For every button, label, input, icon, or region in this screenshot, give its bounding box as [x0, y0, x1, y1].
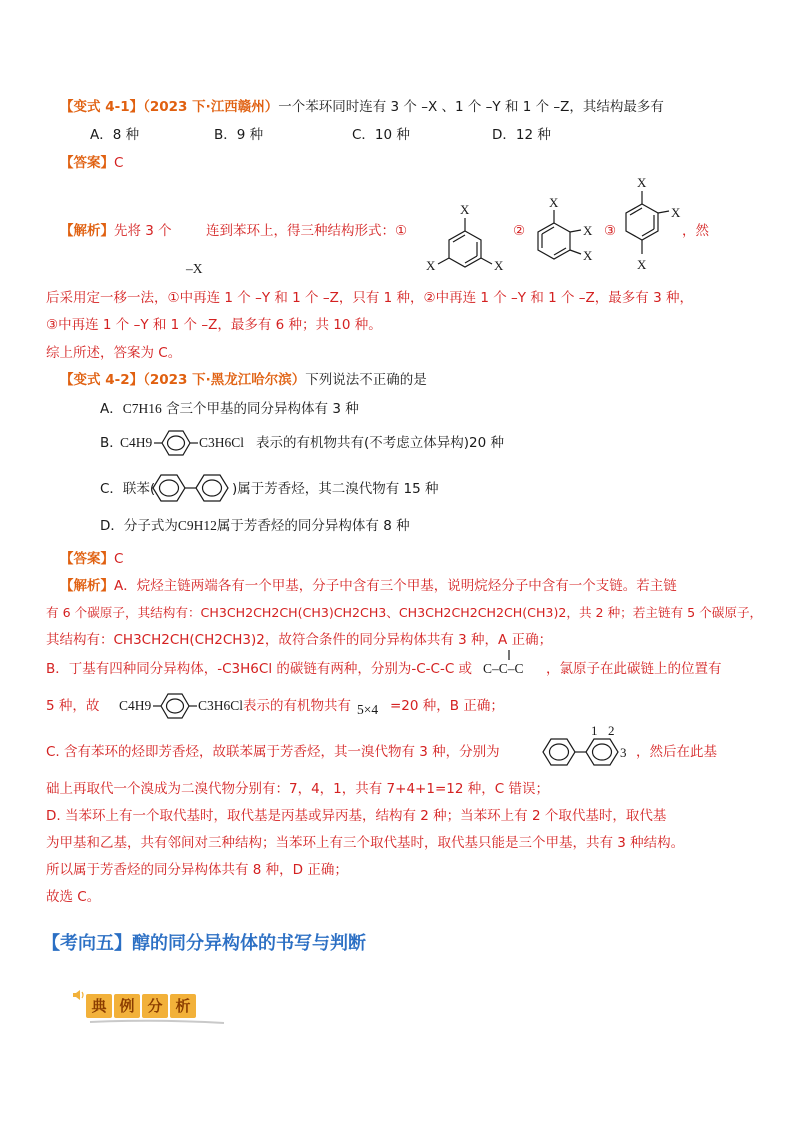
q1-structure-1: [420, 198, 510, 278]
q2-analysis-tag: 【解析】: [60, 578, 114, 594]
q1-tag: 【变式 4-1】: [60, 99, 144, 115]
q2-stem-line: [60, 371, 427, 389]
q2-option-b-prefix: B．: [100, 435, 123, 451]
q1-s2-label-top: X: [549, 195, 559, 210]
biphenyl-icon: [150, 470, 234, 506]
q2-option-d: [100, 517, 410, 535]
q1-answer-line: [60, 154, 123, 172]
q2-analysis-b2-pre: 5 种，故: [46, 698, 100, 714]
q1-circled-3: ③: [604, 223, 617, 239]
q2-answer-line: [60, 550, 123, 568]
q1-answer: C: [114, 155, 124, 171]
q2-option-a-prefix: A．: [100, 401, 123, 417]
biphenyl-numbered-icon: [540, 724, 640, 772]
stamp-char-1: 典: [86, 994, 112, 1018]
q1-s3-label-top: X: [637, 175, 647, 190]
q2-analysis-a1-text: A．烷烃主链两端各有一个甲基，分子中含有三个甲基，说明烷烃分子中含有一个支链。若主链: [114, 578, 677, 594]
q2-analysis-b2-tail: =20 种，B 正确；: [390, 698, 504, 714]
q1-option-a: A．8 种: [90, 127, 140, 143]
q1-stem-line: [60, 98, 664, 116]
q2-analysis-b2-right: C3H6Cl: [198, 698, 244, 713]
q2-analysis-c2: 础上再取代一个溴成为二溴代物分别有：7，4，1，共有 7+4+1=12 种，C 错误；: [46, 781, 549, 797]
q2-answer-tag: 【答案】: [60, 551, 114, 567]
q1-analysis-line2: 后采用定一移一法，①中再连 1 个 –Y 和 1 个 –Z，只有 1 种，②中再连 1 个 –Y 和 1 个 –Z，最多有 3 种，: [46, 290, 693, 306]
q2-analysis-c1-tail: ，然后在此基: [636, 744, 717, 760]
q2-analysis-a3: 其结构有：CH3CH2CH(CH2CH3)2，故符合条件的同分异构体共有 3 种，A 正确；: [46, 632, 553, 648]
q1-option-b: B．9 种: [214, 127, 264, 143]
section-heading: 【考向五】醇的同分异构体的书写与判断: [42, 933, 366, 954]
q1-analysis-c: ，然: [682, 223, 709, 239]
q2-branched-chain: C–C–C: [483, 661, 524, 676]
q2-analysis-d1: D. 当苯环上有一个取代基时，取代基是丙基或异丙基，结构有 2 种；当苯环上有 2 个取代基时，取代基: [46, 808, 667, 824]
q2-analysis-c1: C. 含有苯环的烃即芳香烃，故联苯属于芳香烃，其一溴代物有 3 种，分别为: [46, 744, 500, 760]
q1-s1-label-top: X: [460, 202, 470, 217]
q2-option-a: [100, 400, 359, 418]
q2-stem: 下列说法不正确的是: [305, 372, 427, 388]
q1-s1-label-left: X: [426, 258, 436, 273]
example-analysis-stamp: [86, 994, 196, 1018]
q2-option-c-text: )属于芳香烃，其二溴代物有 15 种: [232, 481, 439, 497]
speaker-icon: [72, 988, 86, 1002]
q2-option-d-prefix: D．分子式为: [100, 518, 178, 534]
q1-analysis-tag: 【解析】: [60, 223, 114, 239]
q2-analysis-b1: B．丁基有四种同分异构体，-C3H6Cl 的碳链有两种，分别为-C-C-C 或: [46, 661, 473, 677]
q2-option-a-formula: C7H16: [122, 401, 162, 416]
q1-s3-label-bottom: X: [637, 257, 647, 272]
q2-tag: 【变式 4-2】: [60, 372, 144, 388]
q1-option-c: C．10 种: [352, 127, 410, 143]
stamp-char-2: 例: [114, 994, 140, 1018]
q2-analysis-a1: [60, 577, 677, 595]
q1-analysis-a: 先将 3 个: [114, 223, 172, 239]
q2-option-d-text: 属于芳香烃的同分异构体有 8 种: [216, 518, 410, 534]
q1-conclusion: 综上所述，答案为 C。: [46, 345, 182, 361]
stamp-char-3: 分: [142, 994, 168, 1018]
q1-stem: 一个苯环同时连有 3 个 –X 、1 个 –Y 和 1 个 –Z，其结构最多有: [278, 99, 664, 115]
q1-analysis-line1: [60, 222, 172, 240]
q2-option-c-prefix: C．联苯(: [100, 481, 156, 497]
q1-s2-label-bottom: X: [583, 248, 593, 263]
stamp-underline: [88, 1018, 228, 1026]
q2-source: （2023 下·黑龙江哈尔滨）: [143, 372, 306, 388]
q1-minus-x: –X: [186, 261, 203, 276]
biphenyl-number-1: 1: [591, 723, 598, 738]
q1-s3-label-right: X: [671, 205, 681, 220]
q1-s2-label-mid: X: [583, 223, 593, 238]
q1-structure-2: [526, 196, 606, 276]
q2-option-b-text: 表示的有机物共有(不考虑立体异构)20 种: [256, 435, 505, 451]
q2-analysis-d2: 为甲基和乙基，共有邻间对三种结构；当苯环上有三个取代基时，取代基只能是三个甲基，共有 3 种结构。: [46, 835, 685, 851]
benzene-ring-icon: [154, 427, 198, 459]
q1-option-d: D．12 种: [492, 127, 551, 143]
q2-option-b-right: C3H6Cl: [199, 435, 245, 450]
stamp-char-4: 析: [170, 994, 196, 1018]
q2-answer: C: [114, 551, 124, 567]
q2-option-b-left: C4H9: [120, 435, 153, 450]
q2-analysis-d4: 故选 C。: [46, 889, 101, 905]
q1-answer-tag: 【答案】: [60, 155, 114, 171]
q2-option-d-formula: C9H12: [177, 518, 217, 533]
q1-s1-label-right: X: [494, 258, 504, 273]
q1-analysis-line3: ③中再连 1 个 –Y 和 1 个 –Z，最多有 6 种；共 10 种。: [46, 317, 382, 333]
q1-structure-3: [616, 174, 686, 279]
q1-source: （2023 下·江西赣州）: [143, 99, 279, 115]
q2-analysis-b2-mid: 表示的有机物共有: [243, 698, 351, 714]
q2-analysis-b1-tail: ，氯原子在此碳链上的位置有: [546, 661, 722, 677]
benzene-ring-icon: [153, 690, 197, 722]
biphenyl-number-3: 3: [620, 745, 627, 760]
q1-circled-2: ②: [513, 223, 526, 239]
chain-branch-mark: [506, 650, 512, 662]
q1-analysis-b: 连到苯环上，得三种结构形式：①: [206, 223, 408, 239]
q2-analysis-b2-left: C4H9: [119, 698, 152, 713]
biphenyl-number-2: 2: [608, 723, 615, 738]
q2-analysis-d3: 所以属于芳香烃的同分异构体共有 8 种，D 正确；: [46, 862, 348, 878]
q2-analysis-a2: 有 6 个碳原子，其结构有：CH3CH2CH2CH(CH3)CH2CH3、CH3CH2CH2CH2CH(CH3)2，共 2 种；若主链有 5 个碳原子，: [46, 605, 763, 620]
q2-analysis-b2-math: 5×4: [357, 702, 379, 717]
q2-option-a-text: 含三个甲基的同分异构体有 3 种: [166, 401, 359, 417]
